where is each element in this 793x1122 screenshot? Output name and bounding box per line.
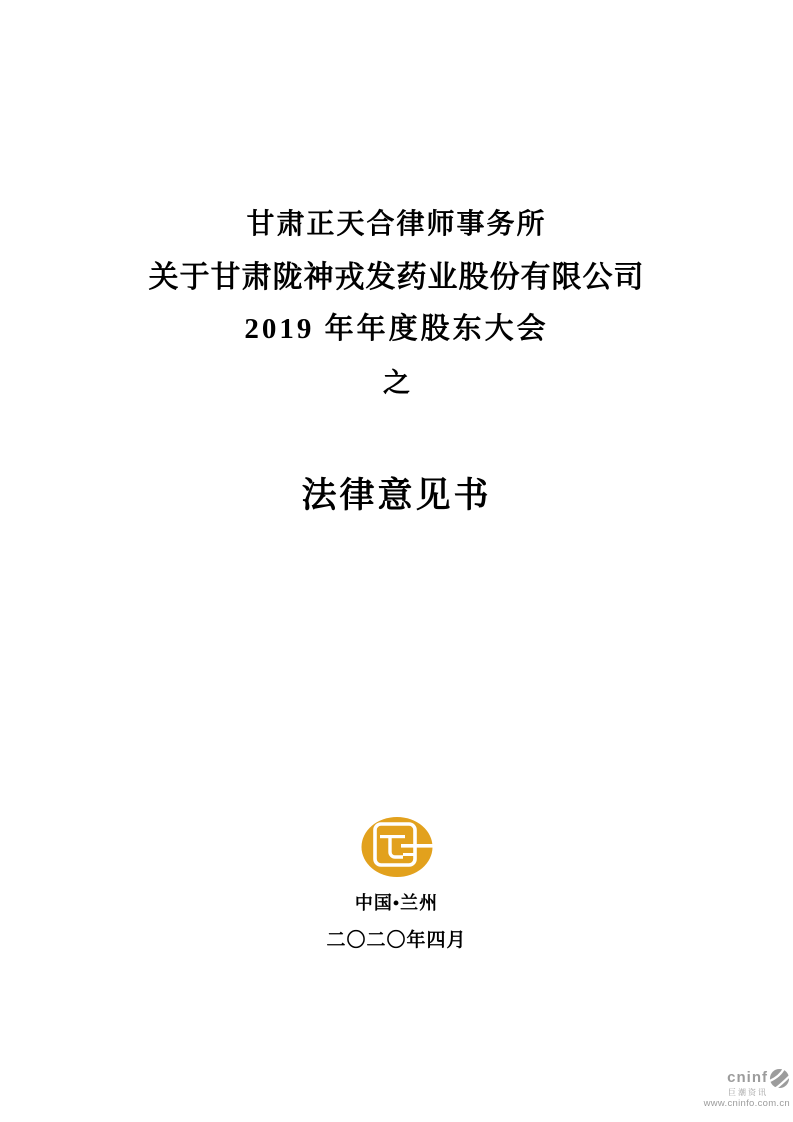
cninfo-cn-name: 巨潮资讯 — [728, 1088, 768, 1097]
firm-name: 甘肃正天合律师事务所 — [246, 209, 547, 240]
gold-seal-svg — [361, 816, 433, 878]
law-firm-seal-icon — [361, 816, 433, 878]
cninfo-watermark — [704, 1068, 790, 1109]
date-text: 二〇二〇年四月 — [326, 930, 467, 951]
cninfo-brand-row — [727, 1068, 790, 1089]
company-subject-line: 关于甘肃陇神戎发药业股份有限公司 — [148, 261, 645, 294]
cninfo-brand-text: cninf — [727, 1069, 768, 1087]
cninfo-swirl-icon — [769, 1068, 790, 1089]
cninfo-url: www.cninfo.com.cn — [703, 1097, 790, 1109]
document-title: 法律意见书 — [301, 476, 492, 515]
meeting-line: 2019 年年度股东大会 — [244, 313, 549, 345]
connector-zhi: 之 — [383, 368, 410, 398]
location-text: 中国•兰州 — [354, 893, 439, 913]
